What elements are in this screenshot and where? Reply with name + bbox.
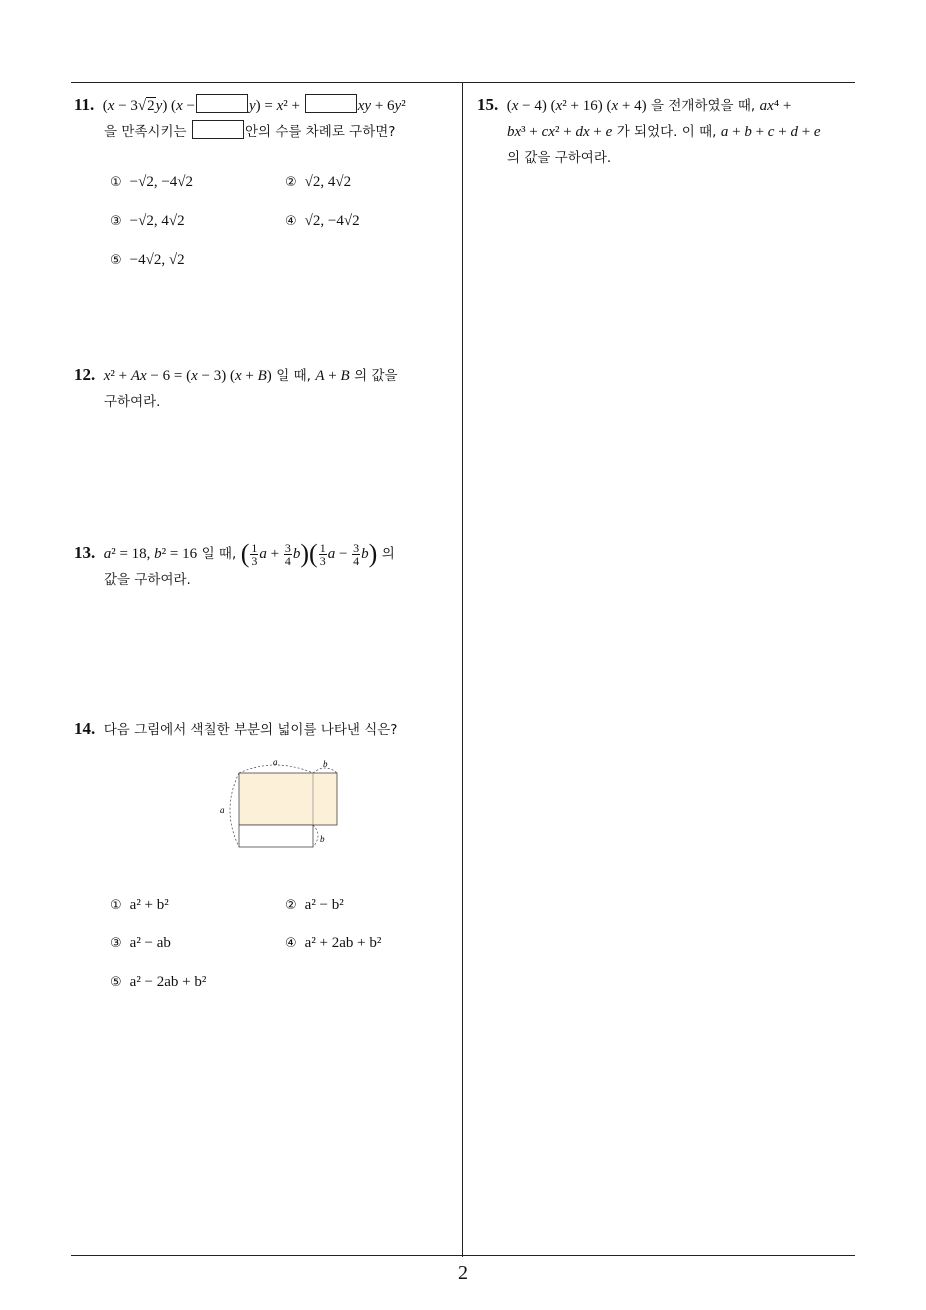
equation: (x − 4) (x² + 16) (x + 4) [506,98,647,114]
shaded-region [239,773,337,825]
choice-1[interactable]: ① −√2, −4√2 [110,174,194,190]
expression: ( $\frac{1}{3}$ a + $\frac{3}{4}$ b)( $\frac{1}{3}$ a − $\frac{3}{4}$ b) [240,539,378,569]
expression: A [315,368,325,384]
label-right-b: b [323,759,328,769]
choice-2[interactable]: ② a² − b² [285,897,344,913]
brace-left-a [230,773,239,847]
equation: x² + Ax − 6 = (x − 3) (x + B) [103,368,272,384]
polynomial: ax⁴ + [759,98,792,114]
question-number: 15. [477,95,499,114]
choice-3[interactable]: ③ a² − ab [110,935,171,951]
question-text: 의 값을 구하여라. [507,150,612,166]
choice-2[interactable]: ② √2, 4√2 [285,174,352,190]
page-number: 2 [458,1262,468,1284]
question-11: 11. (x − 3√2y) (x − y) = x² + xy + 6y² 을 만족시키는 안의 수를 차례로 구하면? [74,95,406,140]
label-bottom-b: b [320,834,325,844]
question-number: 12. [74,365,96,384]
question-13: 13. a² = 18, b² = 16 일 때, ( $\frac{1}{3}$ a + $\frac{3}{4}$ b)( $\frac{1}{3}$ a − $\frac{3}{4}$ b) 의 값을 구하여라. [74,539,395,589]
question-text: 값을 구하여라. [104,572,191,589]
equation: (x − 3√2y) (x − [102,98,195,114]
blank-box[interactable] [196,94,248,113]
equation: a² = 18, b² = 16 [103,546,198,562]
blank-box[interactable] [305,94,357,113]
brace-bottom-b [313,825,318,847]
question-15: 15. (x − 4) (x² + 16) (x + 4) 을 전개하였을 때, ax⁴ + bx³ + cx² + dx + e 가 되었다. 이 때, a + b + c + d + e 의 값을 구하여라. [477,95,821,166]
column-divider [462,82,463,1257]
sum-expression: a + b + c + d + e [720,124,821,140]
choice-3[interactable]: ③ −√2, 4√2 [110,213,185,229]
question-text: 을 만족시키는 [104,124,187,140]
question-text: 안의 수를 차례로 구하면? [245,124,396,140]
question-text: 다음 그림에서 색칠한 부분의 넓이를 나타낸 식은? [103,722,398,738]
question-12: 12. x² + Ax − 6 = (x − 3) (x + B) 일 때, A + B 의 값을 구하여라. [74,365,398,410]
bottom-rule [71,1255,855,1256]
blank-box[interactable] [192,120,244,139]
area-figure [215,755,350,855]
choice-1[interactable]: ① a² + b² [110,897,169,913]
choice-4[interactable]: ④ √2, −4√2 [285,213,360,229]
top-rule [71,82,855,83]
question-14 [74,716,459,743]
label-left-a: a [220,805,225,815]
question-number: 14. [74,719,96,738]
polynomial: bx³ + cx² + dx + e [507,124,613,140]
unshaded-region [239,825,313,847]
choice-5[interactable]: ⑤ a² − 2ab + b² [110,974,207,990]
label-top-a: a [273,757,278,767]
question-number: 13. [74,543,96,562]
choice-4[interactable]: ④ a² + 2ab + b² [285,935,382,951]
question-text: 구하여라. [104,394,161,410]
choice-5[interactable]: ⑤ −4√2, √2 [110,252,185,268]
question-number: 11. [74,95,95,114]
